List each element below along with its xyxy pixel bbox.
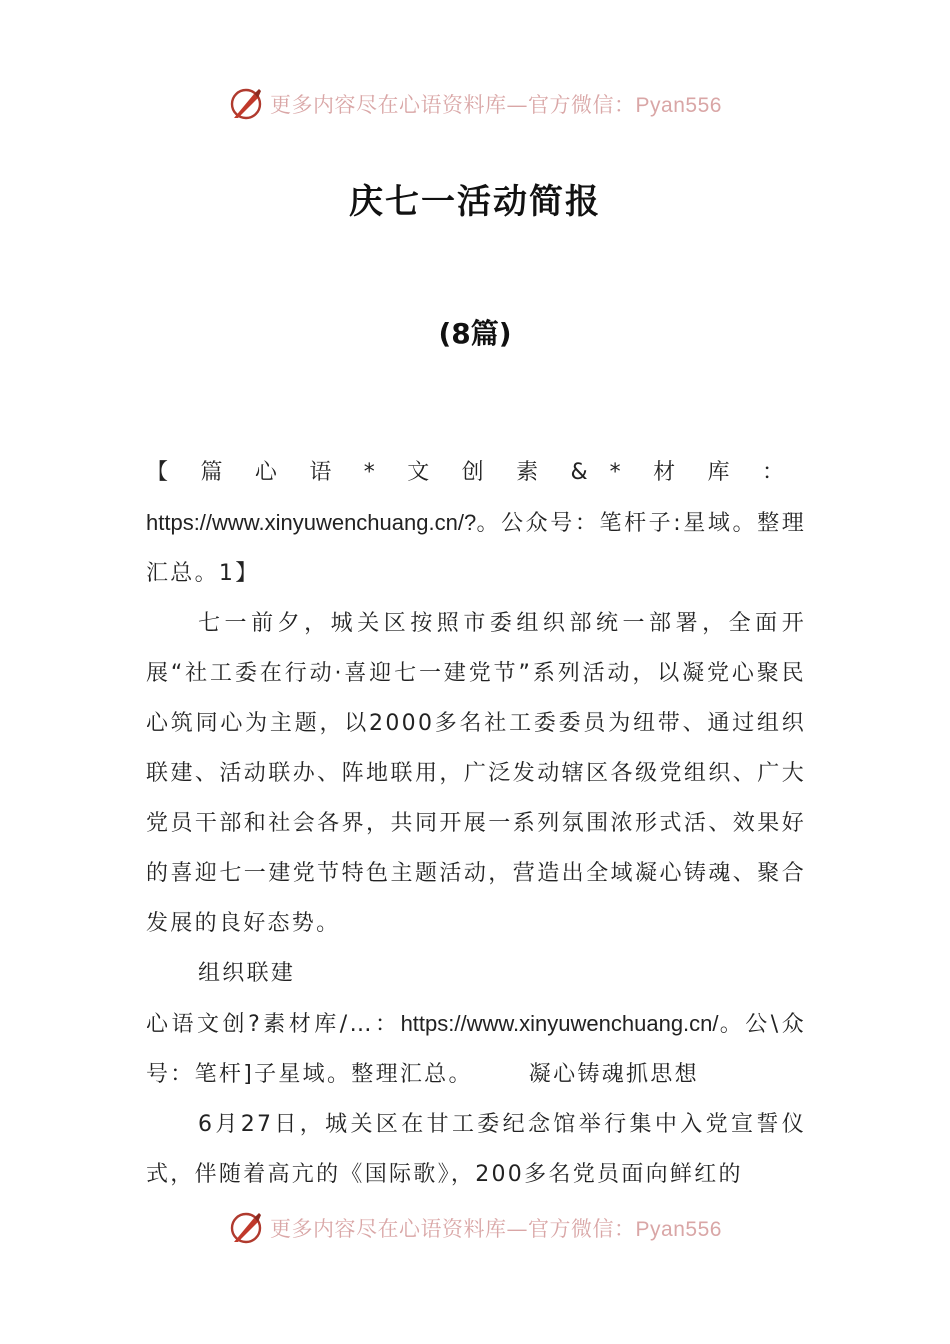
source-note [146,448,806,599]
source-note-prefix: 【篇心语*文创素&*材库： [146,460,806,485]
paragraph-1: 七一前夕，城关区按照市委组织部统一部署，全面开展“社工委在行动·喜迎七一建党节”系列活动，以凝党心聚民心筑同心为主题，以2000多名社工委委员为纽带、通过组织联建、活动联办、阵地联用，广泛发动辖区各级党组织、广大党员干部和社会各界，共同开展一系列氛围浓形式活、效果好的喜迎七一建党节特色主题活动，营造出全域凝心铸魂、聚合发展的良好态势。 [146,611,806,936]
source-note-2-suffix: 。公\众号：笔杆]子星域。整理汇总。 [146,1012,806,1087]
document-subtitle: (8篇) [438,317,512,350]
quill-logo-icon [228,1210,264,1246]
banner-text: 更多内容尽在心语资料库—官方微信：Pyan556 [270,1217,722,1241]
document-body [146,448,806,1200]
source-note-2-url: https://www.xinyuwenchuang.cn/ [400,1011,719,1036]
banner-handle: Pyan556 [635,94,722,117]
footer-banner [0,1208,950,1248]
source-note-suffix: 。公众号：笔杆子:星域。整理汇总。1】 [146,511,806,586]
document-title: 庆七一活动简报 [349,182,601,222]
section-heading: 组织联建 [198,961,296,986]
quill-logo-icon [228,86,264,122]
source-note-2-prefix: 心语文创?素材库/…： [146,1012,401,1037]
source-note-url: https://www.xinyuwenchuang.cn/? [146,510,477,535]
paragraph-2: 6月27日，城关区在甘工委纪念馆举行集中入党宣誓仪式，伴随着高亢的《国际歌》，200多名党员面向鲜红的 [146,1112,806,1187]
sub-heading: 凝心铸魂抓思想 [528,1062,699,1087]
banner-handle: Pyan556 [635,1218,722,1241]
source-note-2 [146,999,806,1100]
banner-text: 更多内容尽在心语资料库—官方微信：Pyan556 [270,93,722,117]
header-banner [0,84,950,124]
